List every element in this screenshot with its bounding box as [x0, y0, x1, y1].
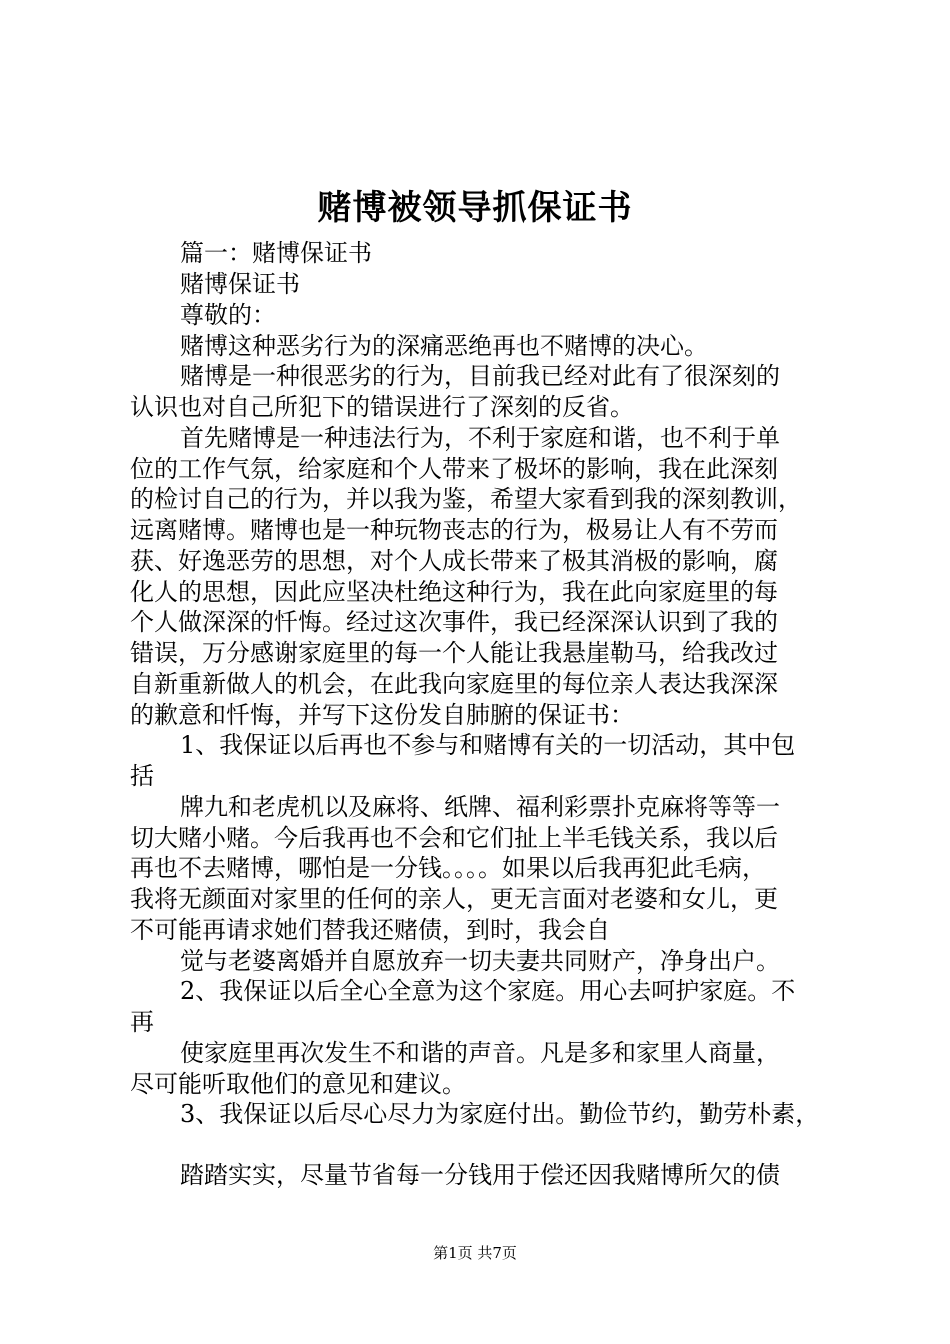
- paragraph-line: 1、我保证以后再也不参与和赌博有关的一切活动，其中包: [180, 731, 796, 759]
- paragraph-line: 首先赌博是一种违法行为，不利于家庭和谐，也不利于单: [180, 424, 780, 452]
- paragraph-line: 再也不去赌博，哪怕是一分钱。。。。如果以后我再犯此毛病，: [130, 854, 766, 882]
- paragraph-line: 3、我保证以后尽心尽力为家庭付出。勤俭节约，勤劳朴素，: [180, 1100, 820, 1128]
- paragraph-line: 切大赌小赌。今后我再也不会和它们扯上半毛钱关系，我以后: [130, 824, 778, 852]
- paragraph-line: 尽可能听取他们的意见和建议。: [130, 1070, 466, 1098]
- paragraph-line: 认识也对自己所犯下的错误进行了深刻的反省。: [130, 393, 634, 421]
- paragraph-line: 踏踏实实，尽量节省每一分钱用于偿还因我赌博所欠的债: [180, 1161, 780, 1189]
- paragraph-line: 自新重新做人的机会，在此我向家庭里的每位亲人表达我深深: [130, 670, 778, 698]
- paragraph-line: 觉与老婆离婚并自愿放弃一切夫妻共同财产，净身出户。: [180, 947, 780, 975]
- paragraph-line: 篇一：赌博保证书: [180, 239, 372, 267]
- paragraph-line: 赌博保证书: [180, 270, 300, 298]
- paragraph-line: 尊敬的：: [180, 301, 276, 329]
- paragraph-line: 错误，万分感谢家庭里的每一个人能让我悬崖勒马，给我改过: [130, 639, 778, 667]
- paragraph-line: 远离赌博。赌博也是一种玩物丧志的行为，极易让人有不劳而: [130, 516, 778, 544]
- paragraph-line: 赌博这种恶劣行为的深痛恶绝再也不赌博的决心。: [180, 332, 708, 360]
- paragraph-line: 再: [130, 1008, 154, 1036]
- paragraph-line: 的检讨自己的行为，并以我为鉴，希望大家看到我的深刻教训，: [130, 485, 802, 513]
- paragraph-line: 获、好逸恶劳的思想，对个人成长带来了极其消极的影响，腐: [130, 547, 778, 575]
- paragraph-line: 使家庭里再次发生不和谐的声音。凡是多和家里人商量，: [180, 1039, 780, 1067]
- document-title: 赌博被领导抓保证书: [317, 188, 633, 228]
- paragraph-line: 牌九和老虎机以及麻将、纸牌、福利彩票扑克麻将等等一: [180, 793, 780, 821]
- paragraph-line: 的歉意和忏悔，并写下这份发自肺腑的保证书：: [130, 701, 634, 729]
- paragraph-line: 2、我保证以后全心全意为这个家庭。用心去呵护家庭。不: [180, 977, 796, 1005]
- paragraph-line: 位的工作气氛，给家庭和个人带来了极坏的影响，我在此深刻: [130, 455, 778, 483]
- paragraph-line: 化人的思想，因此应坚决杜绝这种行为，我在此向家庭里的每: [130, 578, 778, 606]
- paragraph-line: 个人做深深的忏悔。经过这次事件，我已经深深认识到了我的: [130, 608, 778, 636]
- page-number-footer: 第1页 共7页: [433, 1244, 517, 1262]
- paragraph-line: 我将无颜面对家里的任何的亲人，更无言面对老婆和女儿，更: [130, 885, 778, 913]
- paragraph-line: 括: [130, 762, 154, 790]
- paragraph-line: 赌博是一种很恶劣的行为，目前我已经对此有了很深刻的: [180, 362, 780, 390]
- paragraph-line: 不可能再请求她们替我还赌债，到时，我会自: [130, 916, 610, 944]
